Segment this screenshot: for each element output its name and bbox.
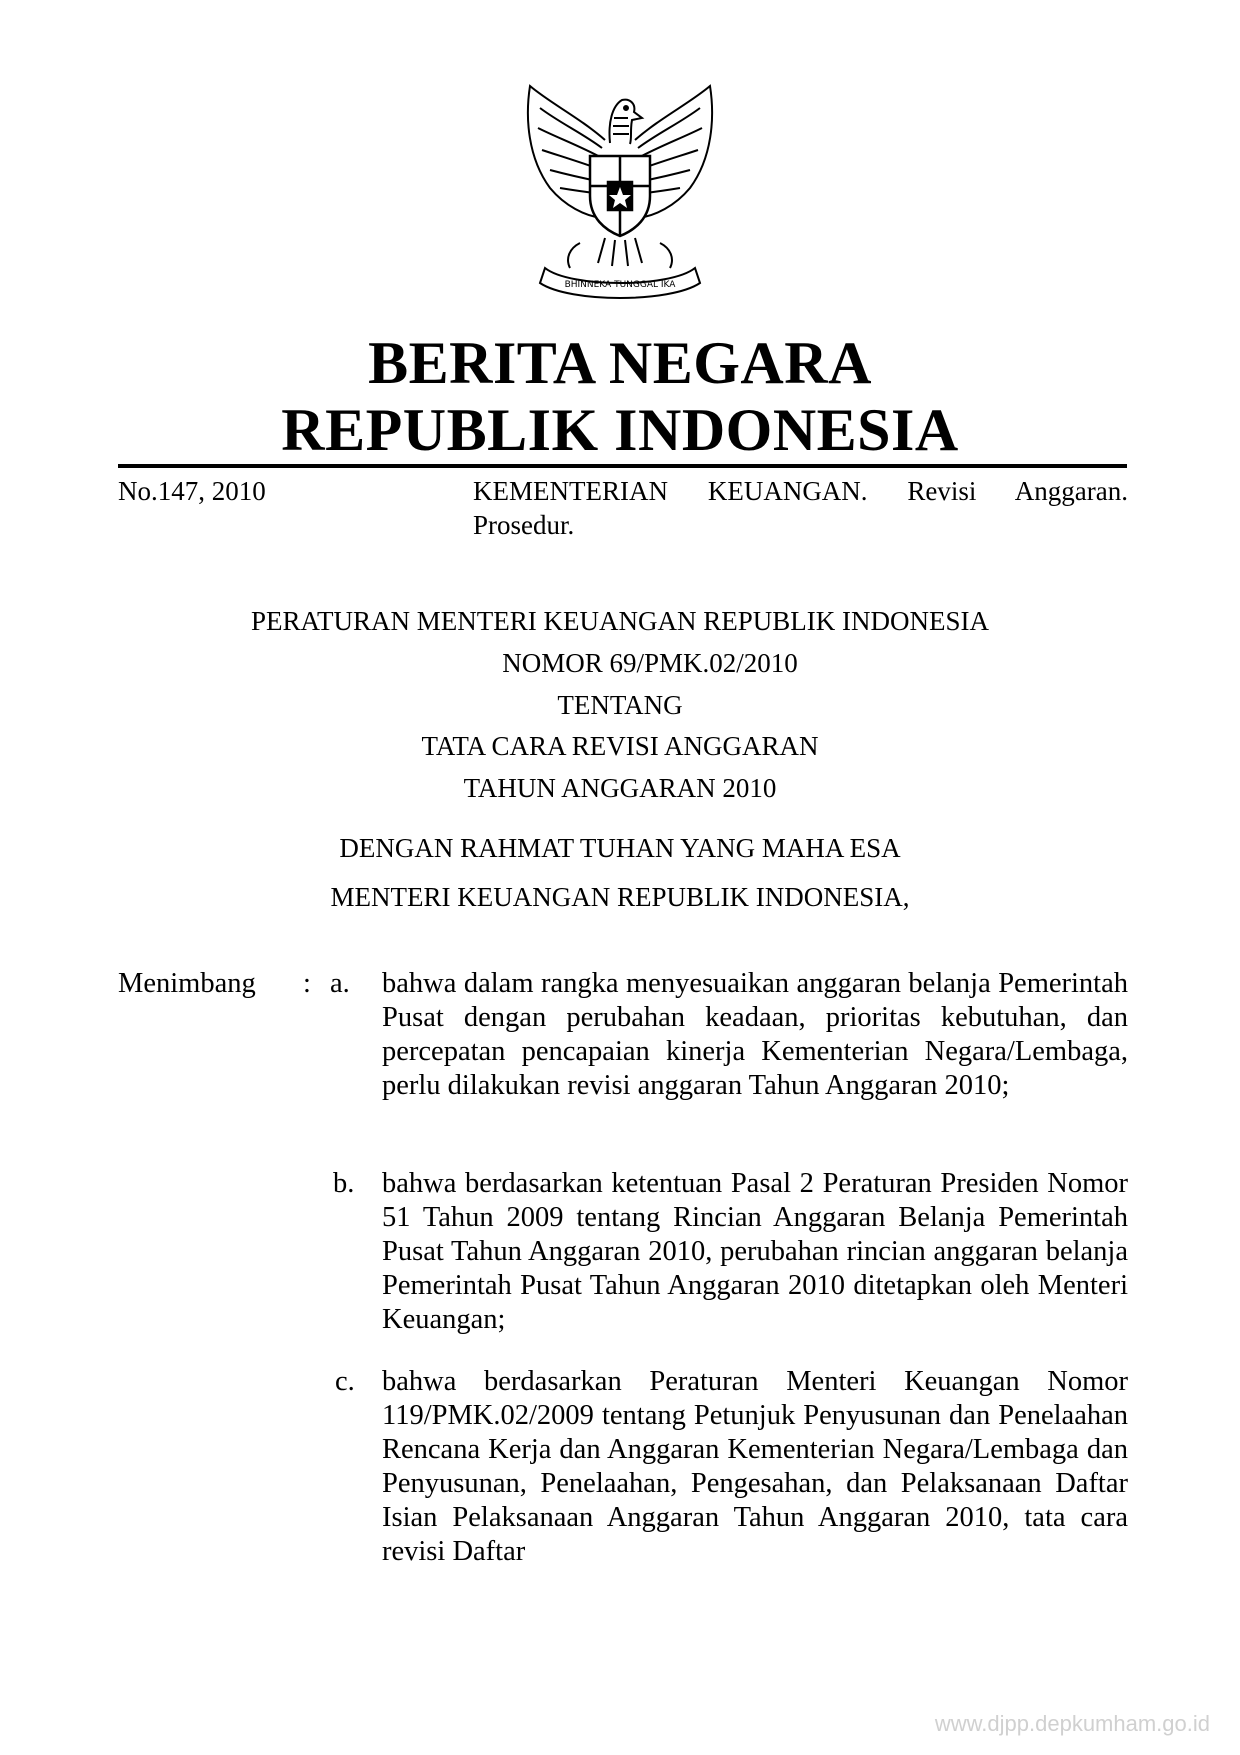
- preamble-line-2: MENTERI KEUANGAN REPUBLIK INDONESIA,: [330, 882, 910, 912]
- item-marker-b: b.: [333, 1168, 355, 1199]
- considering-colon: :: [303, 968, 311, 999]
- item-marker-c: c.: [335, 1366, 355, 1397]
- regulation-about: TENTANG: [557, 690, 683, 720]
- gazette-subject: KEMENTERIAN KEUANGAN. Revisi Anggaran. Prosedur.: [473, 476, 1128, 540]
- considering-item-a: bahwa dalam rangka menyesuaikan anggaran belanja Pemerintah Pusat dengan perubahan keadaan, prioritas kebutuhan, dan percepatan pencapaian kinerja Kementerian Negara/Lembaga, perlu dilakukan revisi anggaran Tahun Anggaran 2010;: [382, 968, 1128, 1101]
- regulation-number: NOMOR 69/PMK.02/2010: [502, 648, 798, 678]
- regulation-subject: TATA CARA REVISI ANGGARAN: [421, 731, 819, 761]
- masthead-title: BERITA NEGARA: [368, 330, 872, 396]
- considering-item-b: bahwa berdasarkan ketentuan Pasal 2 Peraturan Presiden Nomor 51 Tahun 2009 tentang Rincian Anggaran Belanja Pemerintah Pusat Tahun Anggaran 2010, perubahan rincian anggaran belanja Pemerintah Pusat Tahun Anggaran 2010 ditetapkan oleh Menteri Keuangan;: [382, 1168, 1128, 1335]
- preamble-line-1: DENGAN RAHMAT TUHAN YANG MAHA ESA: [339, 833, 901, 863]
- regulation-year: TAHUN ANGGARAN 2010: [463, 773, 777, 803]
- masthead-rule: [118, 464, 1127, 468]
- regulation-title: PERATURAN MENTERI KEUANGAN REPUBLIK INDONESIA: [251, 606, 989, 636]
- garuda-emblem-icon: [510, 78, 730, 308]
- emblem-motto: BHINNEKA TUNGGAL IKA: [564, 280, 676, 290]
- source-watermark: www.djpp.depkumham.go.id: [934, 1711, 1210, 1736]
- item-marker-a: a.: [330, 968, 350, 999]
- gazette-number: No.147, 2010: [118, 476, 266, 506]
- considering-item-c: bahwa berdasarkan Peraturan Menteri Keuangan Nomor 119/PMK.02/2009 tentang Petunjuk Penyusunan dan Penelaahan Rencana Kerja dan Anggaran Kementerian Negara/Lembaga dan Penyusunan, Penelaahan, Pengesahan, dan Pelaksanaan Daftar Isian Pelaksanaan Anggaran Tahun Anggaran 2010, tata cara revisi Daftar: [382, 1366, 1128, 1567]
- masthead-subtitle: REPUBLIK INDONESIA: [281, 397, 959, 463]
- considering-label: Menimbang: [118, 968, 256, 999]
